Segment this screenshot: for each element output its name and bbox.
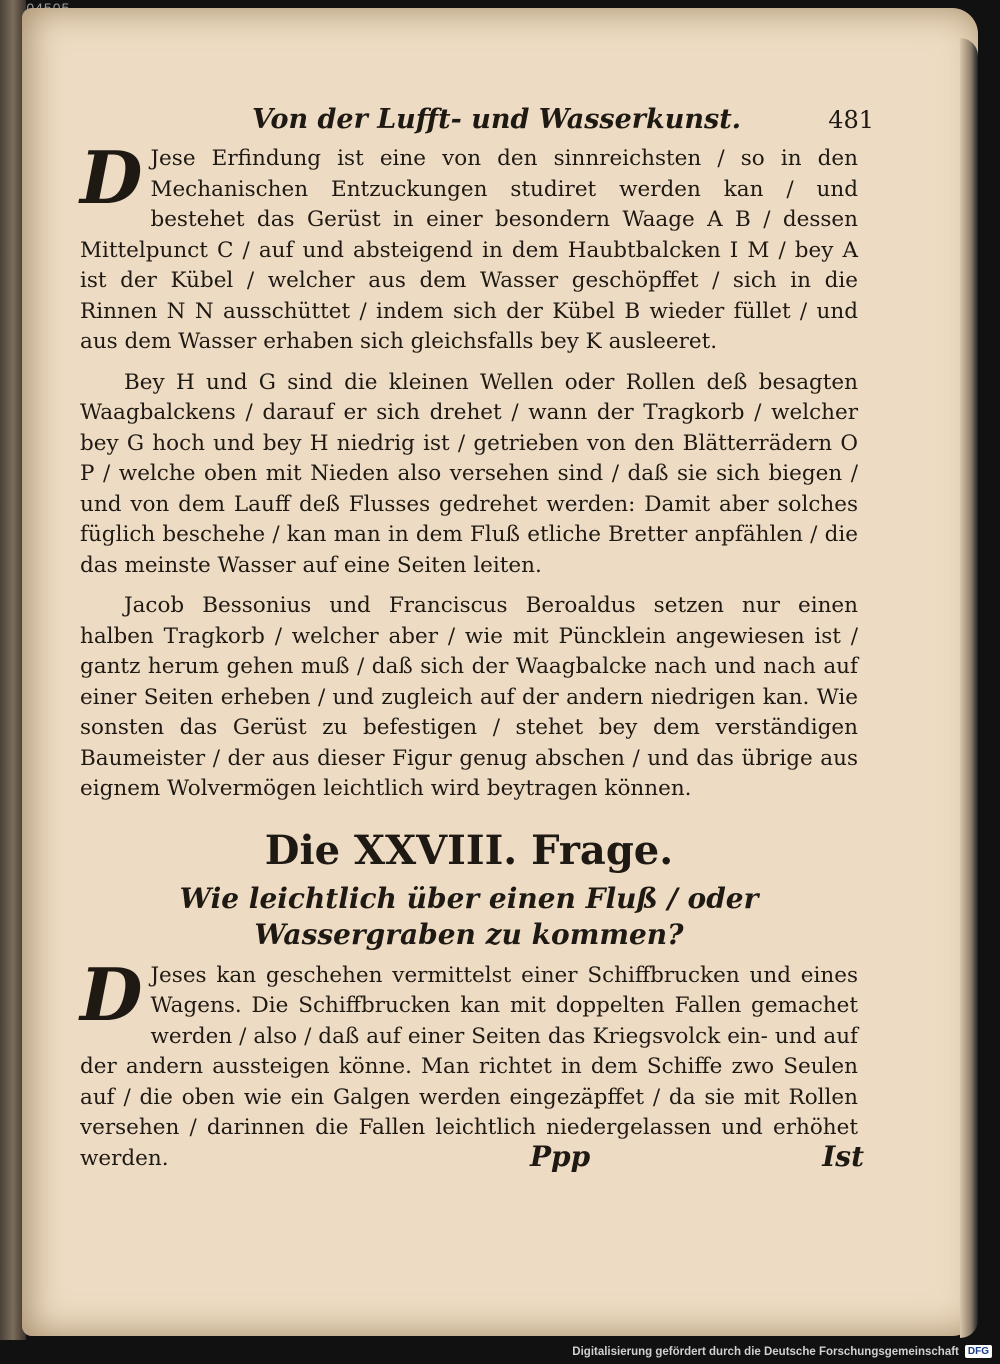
page-number: 481 [828, 106, 874, 134]
page-edge [960, 38, 978, 1338]
dfg-logo: DFG [965, 1345, 992, 1358]
signature-mark: Ppp [530, 1140, 591, 1173]
running-title: Von der Lufft- und Wasserkunst. [252, 104, 742, 135]
funding-text: Digitalisierung gefördert durch die Deutsche Forschungsgemeinschaft [572, 1345, 959, 1358]
page-header [80, 104, 874, 144]
catchword: Ist [822, 1140, 864, 1173]
page-footer [80, 1140, 864, 1180]
drop-initial: D [80, 135, 143, 220]
paragraph-3: Jacob Bessonius und Franciscus Beroaldus setzen nur einen halben Tragkorb / welcher aber / wie mit Püncklein angewiesen ist / gantz herum gehen muß / daß sich der Waagbalcke nach und nach auf einer Seiten erheben / und zugleich auf der andern niedrigen kan. Wie sonsten das Gerüst zu befestigen / stehet bey dem verständigen Baumeister / der aus dieser Figur genug abschen / und das übrige aus eignem Wolvermögen leichtlich wird beytragen können. [80, 593, 858, 801]
book-page [22, 8, 978, 1336]
page-content [80, 104, 874, 1184]
drop-initial: D [80, 951, 143, 1037]
paragraph-1 [80, 135, 858, 358]
question-heading: Die XXVIII. Frage. [264, 826, 674, 874]
question-subheading: Wie leichtlich über einen Fluß / oder Wassergraben zu kommen? [179, 881, 759, 951]
paragraph-4-text: Jeses kan geschehen vermittelst einer Schiffbrucken und eines Wagens. Die Schiffbrucken kan mit doppelten Fallen gemachet werden / also / daß auf einer Seiten das Kriegsvolck ein- und auf der andern aussteigen könne. Man richtet in dem Schiffe zwo Seulen auf / die oben wie ein Galgen werden eingezäpffet / da sie mit Rollen versehen / darinnen die Fallen leichtlich niedergelassen und erhöhet werden. [80, 962, 858, 1171]
paragraph-1-text: Jese Erfindung ist eine von den sinnreichsten / so in den Mechanischen Entzuckungen studiret werden kan / und bestehet das Gerüst in einer besondern Waage A B / dessen Mittelpunct C / auf und absteigend in dem Haubtbalcken I M / bey A ist der Kübel / welcher aus dem Wasser geschöpffet / sich in die Rinnen N N ausschüttet / indem sich der Kübel B wieder füllet / und aus dem Wasser erhaben sich gleichsfalls bey K ausleeret. [80, 146, 858, 354]
paragraph-2: Bey H und G sind die kleinen Wellen oder Rollen deß besagten Waagbalckens / darauf er sich drehet / wann der Tragkorb / welcher bey G hoch und bey H niedrig ist / getrieben von den Blätterrädern O P / welche oben mit Nieden also versehen sind / daß sie sich biegen / und von dem Lauff deß Flusses gedrehet werden: Damit aber solches füglich beschehe / kan man in dem Fluß etliche Bretter anpfählen / die das meinste Wasser auf eine Seiten leiten. [80, 369, 858, 578]
funding-note [572, 1345, 992, 1358]
